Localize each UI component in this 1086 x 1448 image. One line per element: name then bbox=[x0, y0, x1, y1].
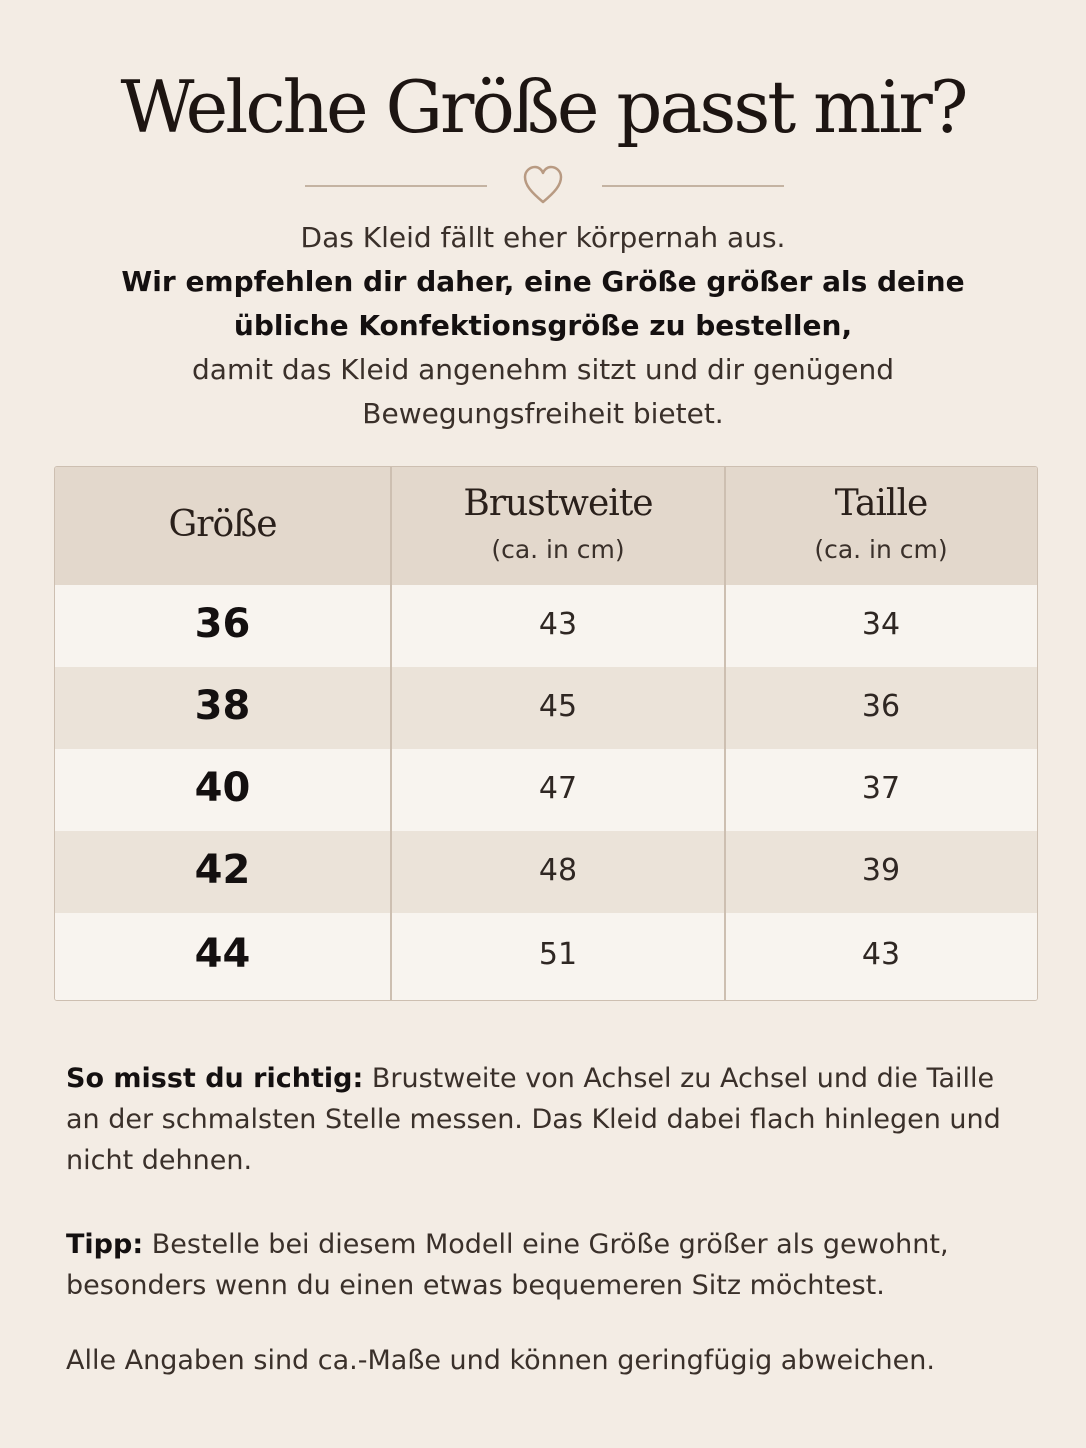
divider-line-right bbox=[602, 185, 784, 187]
intro-text bbox=[80, 216, 1006, 436]
header-groesse: Größe bbox=[168, 504, 277, 545]
column-divider bbox=[390, 467, 392, 1000]
tip-note bbox=[66, 1224, 1026, 1306]
divider bbox=[0, 162, 1086, 210]
size-cell: 42 bbox=[194, 847, 251, 893]
brustweite-cell: 51 bbox=[538, 937, 578, 972]
size-cell: 40 bbox=[194, 765, 251, 811]
column-divider bbox=[724, 467, 726, 1000]
header-taille-unit: (ca. in cm) bbox=[814, 535, 948, 564]
heart-icon bbox=[523, 164, 563, 206]
measure-note bbox=[66, 1058, 1026, 1181]
size-cell: 38 bbox=[194, 683, 251, 729]
table-row bbox=[55, 913, 1037, 1000]
taille-cell: 37 bbox=[861, 771, 901, 806]
intro-line-1: Das Kleid fällt eher körpernah aus. bbox=[300, 221, 786, 254]
size-cell: 36 bbox=[194, 601, 251, 647]
intro-line-2: Wir empfehlen dir daher, eine Größe größer als deine bbox=[121, 265, 965, 298]
divider-line-left bbox=[305, 185, 487, 187]
taille-cell: 43 bbox=[861, 937, 901, 972]
taille-cell: 36 bbox=[861, 689, 901, 724]
table-row bbox=[55, 667, 1037, 749]
brustweite-cell: 45 bbox=[538, 689, 578, 724]
size-cell: 44 bbox=[194, 931, 251, 977]
measure-label: So misst du richtig: bbox=[66, 1063, 364, 1094]
table-row bbox=[55, 831, 1037, 913]
tip-text: Bestelle bei diesem Modell eine Größe größer als gewohnt, besonders wenn du einen etwas bequemeren Sitz möchtest. bbox=[66, 1229, 949, 1301]
header-brustweite-unit: (ca. in cm) bbox=[491, 535, 625, 564]
intro-line-5: Bewegungsfreiheit bietet. bbox=[362, 397, 724, 430]
table-header bbox=[55, 467, 1037, 585]
size-table bbox=[54, 466, 1038, 1001]
header-brustweite: Brustweite bbox=[463, 483, 653, 524]
intro-line-4: damit das Kleid angenehm sitzt und dir genügend bbox=[192, 353, 894, 386]
table-row bbox=[55, 585, 1037, 667]
table-row bbox=[55, 749, 1037, 831]
brustweite-cell: 43 bbox=[538, 607, 578, 642]
header-taille: Taille bbox=[834, 483, 928, 524]
intro-line-3: übliche Konfektionsgröße zu bestellen, bbox=[233, 309, 853, 342]
taille-cell: 39 bbox=[861, 853, 901, 888]
brustweite-cell: 48 bbox=[538, 853, 578, 888]
brustweite-cell: 47 bbox=[538, 771, 578, 806]
disclaimer: Alle Angaben sind ca.-Maße und können geringfügig abweichen. bbox=[66, 1345, 935, 1376]
page-title: Welche Größe passt mir? bbox=[120, 65, 966, 149]
measure-text: Brustweite von Achsel zu Achsel und die Taille an der schmalsten Stelle messen. Das Kleid dabei flach hinlegen und nicht dehnen. bbox=[66, 1063, 1001, 1176]
taille-cell: 34 bbox=[861, 607, 901, 642]
tip-label: Tipp: bbox=[66, 1229, 144, 1260]
